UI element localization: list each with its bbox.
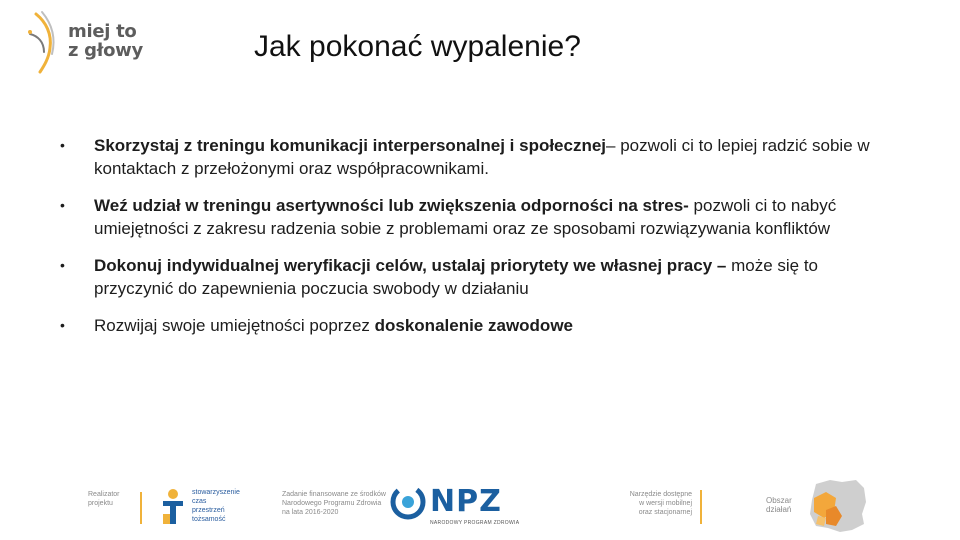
realizator-label — [88, 490, 120, 508]
area-line: Obszar — [766, 496, 792, 505]
realizator-line: projektu — [88, 500, 113, 507]
divider — [140, 492, 142, 524]
bullet-item — [56, 134, 886, 180]
bullet-bold-text: Weź udział w treningu asertywności lub zwiększenia odporności na stres- — [94, 196, 689, 215]
bullet-text: – pozwoli ci to lepiej radzić sobie w kontaktach z przełożonymi oraz współpracownikami. — [94, 136, 870, 178]
npz-subtitle: NARODOWY PROGRAM ZDROWIA — [430, 520, 520, 526]
funding-line: Narodowego Programu Zdrowia — [282, 500, 382, 507]
divider — [700, 490, 702, 524]
bullet-marker: • — [60, 317, 65, 333]
stow-line: stowarzyszenie — [192, 489, 240, 496]
logo-line-1: miej to — [68, 21, 137, 42]
stowarzyszenie-text — [192, 488, 240, 524]
bullet-bold-text: doskonalenie zawodowe — [374, 316, 573, 335]
bullet-bold-text: Dokonuj indywidualnej weryfikacji celów, ustalaj priorytety we własnej pracy – — [94, 256, 727, 275]
logo-line-2: z głowy — [68, 40, 143, 61]
slide-title: Jak pokonać wypalenie? — [254, 30, 581, 63]
person-icon — [160, 488, 186, 526]
npz-logo — [390, 484, 520, 528]
bullet-marker: • — [60, 197, 65, 213]
tools-line: Narzędzie dostępne — [629, 491, 692, 498]
area-text — [766, 496, 792, 514]
bullet-marker: • — [60, 137, 65, 153]
bullet-bold-text: Skorzystaj z treningu komunikacji interpersonalnej i społecznej — [94, 136, 607, 155]
stow-line: przestrzeń — [192, 507, 225, 514]
bullet-item — [56, 254, 886, 300]
tools-line: oraz stacjonarnej — [638, 509, 692, 516]
logo-swoosh-icon — [22, 8, 70, 76]
logo-wordmark — [68, 22, 158, 60]
funding-line: na lata 2016-2020 — [282, 509, 339, 516]
area-line: działań — [766, 505, 792, 514]
poland-map-icon — [806, 476, 868, 534]
stow-line: czas — [192, 498, 207, 505]
miej-to-z-glowy-logo — [22, 8, 158, 76]
realizator-line: Realizator — [88, 491, 120, 498]
tools-line: w wersji mobilnej — [639, 500, 692, 507]
funding-line: Zadanie finansowane ze środków — [282, 491, 386, 498]
bullet-text: może się to przyczynić do zapewnienia poczucia swobody w działaniu — [94, 256, 819, 298]
partner-footer — [0, 470, 960, 540]
bullet-marker: • — [60, 257, 65, 273]
bullet-list — [56, 134, 886, 351]
stowarzyszenie-logo — [160, 488, 186, 531]
tools-text — [606, 490, 692, 517]
bullet-text: pozwoli ci to nabyć umiejętności z zakresu radzenia sobie z problemami oraz ze sposobami rozwiązywania konfliktów — [94, 196, 837, 238]
bullet-item — [56, 194, 886, 240]
bullet-text: Rozwijaj swoje umiejętności poprzez — [94, 316, 375, 335]
npz-text: NPZ — [430, 484, 502, 519]
bullet-item — [56, 314, 886, 337]
npz-swirl-icon — [390, 484, 426, 520]
funding-text — [282, 490, 386, 517]
stow-line: tożsamość — [192, 516, 226, 523]
